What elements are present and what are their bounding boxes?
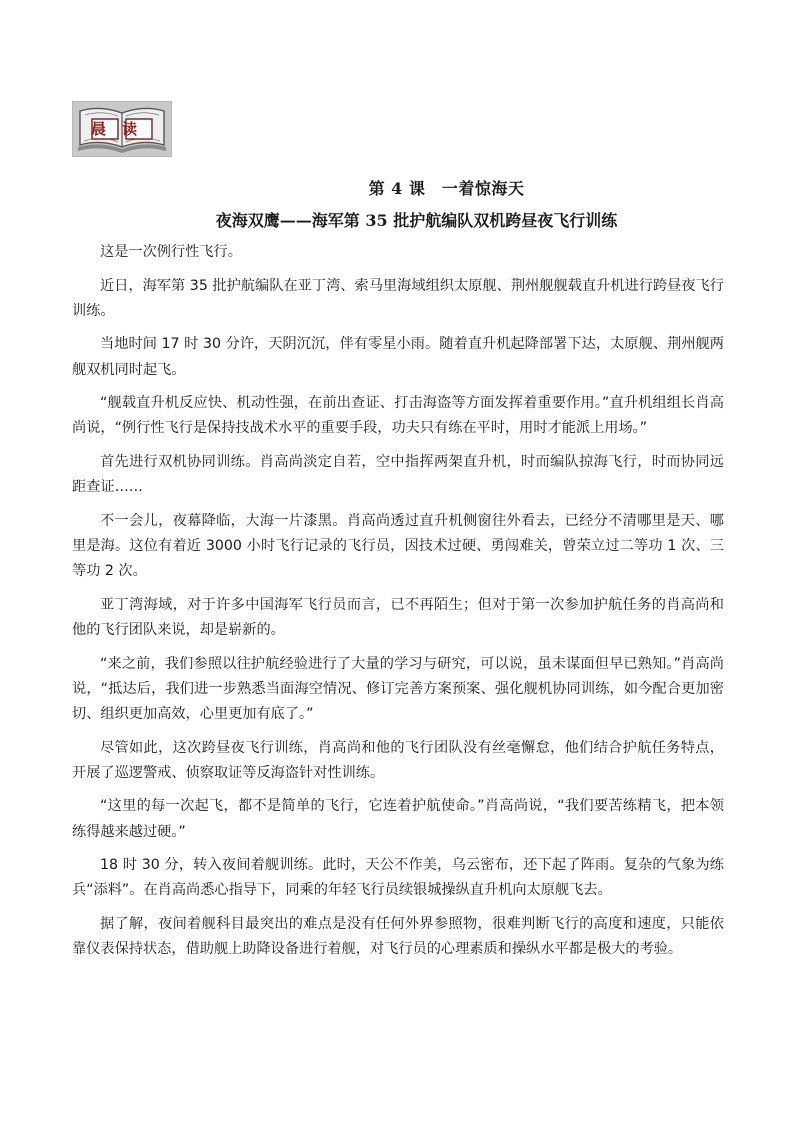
article-body: [72, 240, 724, 971]
paragraph: 近日，海军第 35 批护航编队在亚丁湾、索马里海域组织太原舰、荆州舰舰载直升机进行跨昼夜飞行训练。: [72, 277, 724, 319]
paragraph: 尽管如此，这次跨昼夜飞行训练，肖高尚和他的飞行团队没有丝毫懈怠，他们结合护航任务特点，开展了巡逻警戒、侦察取证等反海盗针对性训练。: [72, 739, 724, 781]
morning-reading-logo: [72, 101, 172, 157]
paragraph: “舰载直升机反应快、机动性强，在前出查证、打击海盗等方面发挥着重要作用。”直升机组组长肖高尚说，“例行性飞行是保持技战术水平的重要手段，功夫只有练在平时，用时才能派上用场。”: [72, 395, 724, 437]
paragraph: “来之前，我们参照以往护航经验进行了大量的学习与研究，可以说，虽未谋面但早已熟知。”肖高尚说，“抵达后，我们进一步熟悉当面海空情况、修订完善方案预案、强化舰机协同训练，如今配合更加密切、组织更加高效，心里更加有底了。”: [72, 655, 724, 722]
paragraph: 亚丁湾海域，对于许多中国海军飞行员而言，已不再陌生；但对于第一次参加护航任务的肖高尚和他的飞行团队来说，却是崭新的。: [72, 596, 724, 638]
lesson-title: 第 4 课 一着惊海天: [368, 179, 525, 198]
paragraph: 18 时 30 分，转入夜间着舰训练。此时，天公不作美，乌云密布，还下起了阵雨。复杂的气象为练兵“添料”。在肖高尚悉心指导下，同乘的年轻飞行员续银城操纵直升机向太原舰飞去。: [72, 857, 724, 899]
paragraph: 不一会儿，夜幕降临，大海一片漆黑。肖高尚透过直升机侧窗往外看去，已经分不清哪里是天、哪里是海。这位有着近 3000 小时飞行记录的飞行员，因技术过硬、勇闯难关，曾荣立过二等功 1 次、三等功 2 次。: [72, 512, 724, 580]
paragraph: 这是一次例行性飞行。: [100, 244, 242, 260]
paragraph: 首先进行双机协同训练。肖高尚淡定自若，空中指挥两架直升机，时而编队掠海飞行，时而协同远距查证……: [72, 453, 724, 496]
article-title: 夜海双鹰——海军第 35 批护航编队双机跨昼夜飞行训练: [215, 211, 618, 230]
paragraph: 当地时间 17 时 30 分许，天阴沉沉，伴有零星小雨。随着直升机起降部署下达，太原舰、荆州舰两舰双机同时起飞。: [72, 336, 724, 378]
paragraph: 据了解，夜间着舰科目最突出的难点是没有任何外界参照物，很难判断飞行的高度和速度，只能依靠仪表保持状态，借助舰上助降设备进行着舰，对飞行员的心理素质和操纵水平都是极大的考验。: [72, 915, 724, 958]
logo-text: 晨读: [90, 120, 154, 138]
paragraph: “这里的每一次起飞，都不是简单的飞行，它连着护航使命。”肖高尚说，“我们要苦练精飞，把本领练得越来越过硬。”: [72, 798, 724, 840]
